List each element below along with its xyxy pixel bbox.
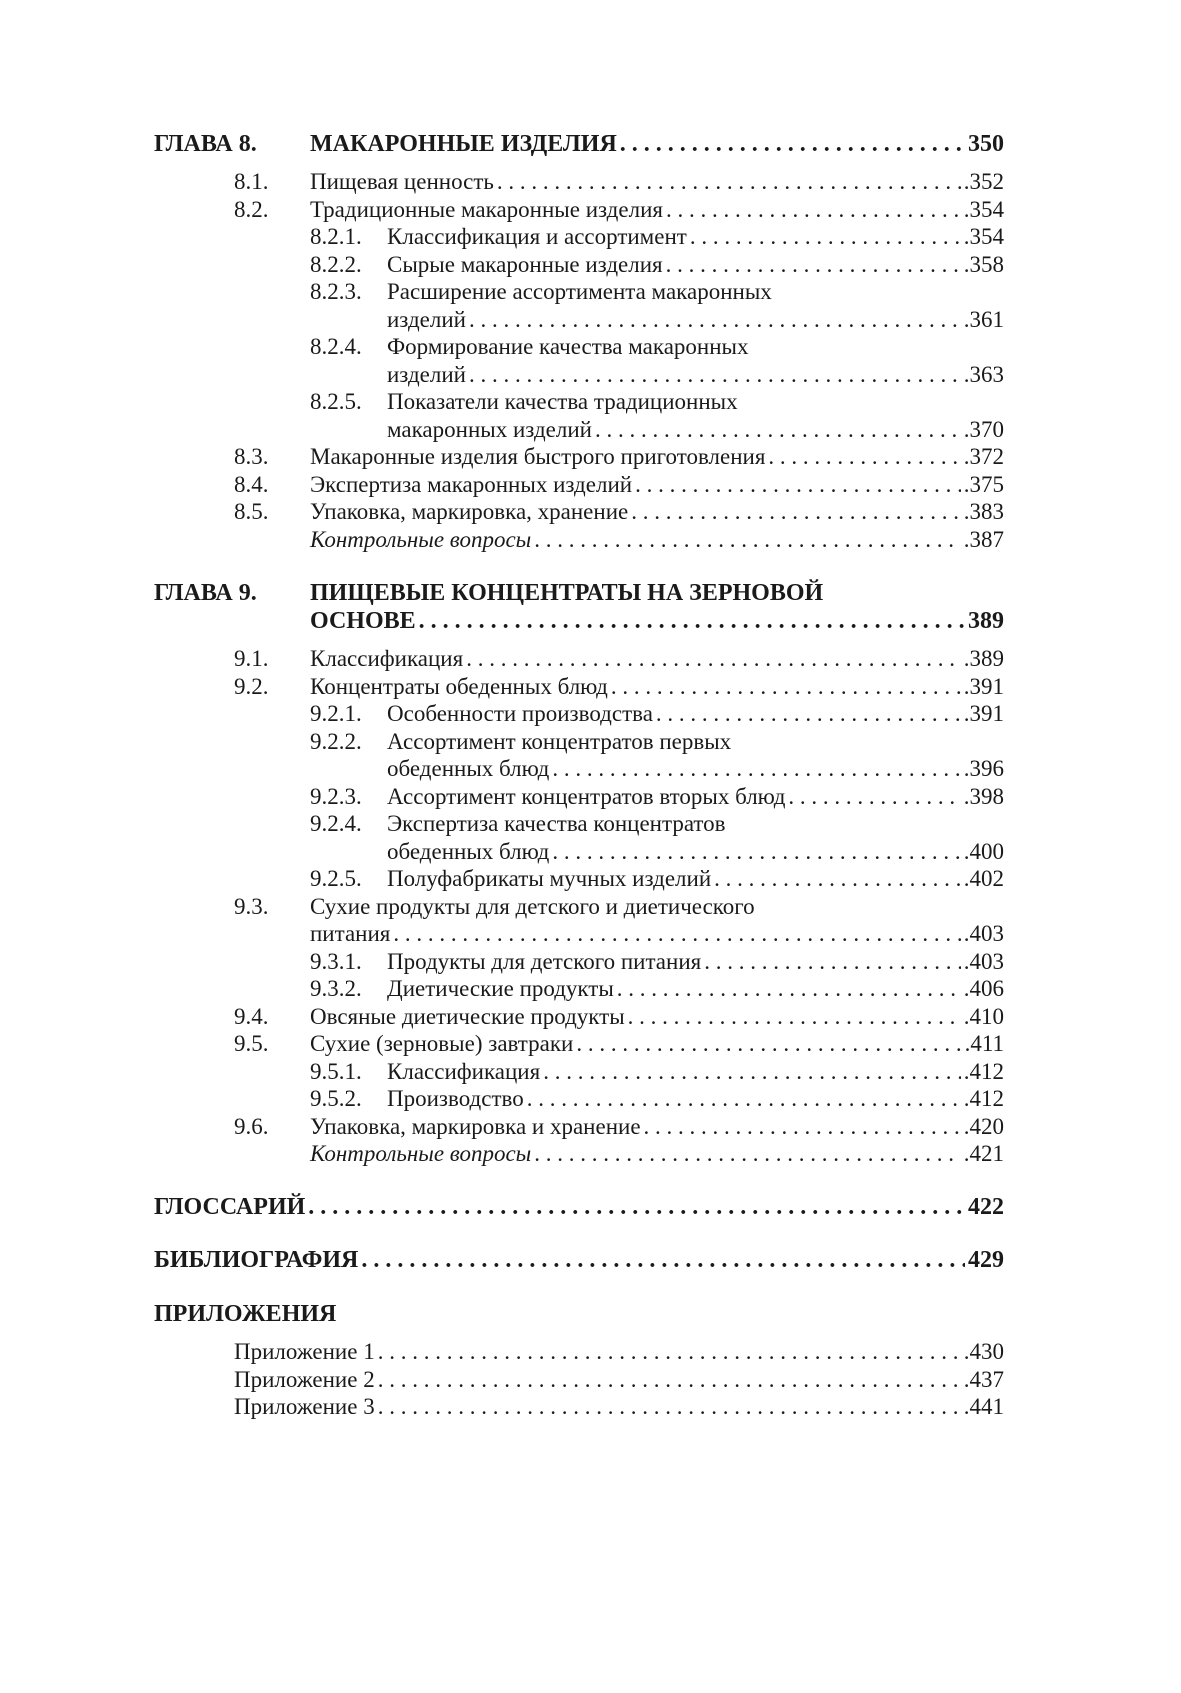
page-number: .406 <box>963 976 1004 1001</box>
toc-entry[interactable] <box>154 728 1004 756</box>
dot-leader <box>656 700 961 728</box>
toc-entry[interactable] <box>154 443 1004 471</box>
dot-leader <box>631 498 961 526</box>
section-title: Полуфабрикаты мучных изделий <box>387 866 712 891</box>
toc-entry-continuation[interactable] <box>154 838 1004 866</box>
section-title: Диетические продукты <box>387 976 614 1001</box>
dot-leader <box>497 168 961 196</box>
dot-leader <box>469 306 961 334</box>
section-title: Упаковка, маркировка, хранение <box>310 499 629 524</box>
dot-leader <box>419 607 965 635</box>
page-number: .403 <box>963 948 1004 974</box>
dot-leader <box>576 1030 961 1058</box>
dot-leader <box>666 251 961 279</box>
section-title: Продукты для детского питания <box>387 948 702 974</box>
dot-leader <box>595 416 961 444</box>
page-number: .372 <box>963 444 1004 469</box>
section-title: Формирование качества макаронных <box>387 334 749 359</box>
section-number: 9.5.2. <box>310 1086 362 1111</box>
toc-entry-continuation[interactable] <box>154 361 1004 389</box>
dot-leader <box>620 130 965 158</box>
appendix-entry[interactable] <box>154 1366 1004 1394</box>
page-number: .391 <box>963 673 1004 699</box>
toc-entry[interactable] <box>154 783 1004 811</box>
section-title-cont: изделий <box>387 361 466 387</box>
toc-entry[interactable] <box>154 948 1004 976</box>
page-number: .375 <box>963 471 1004 497</box>
toc-entry[interactable] <box>154 388 1004 416</box>
section-number: 8.2.2. <box>310 251 362 277</box>
section-title: Экспертиза макаронных изделий <box>310 471 633 497</box>
dot-leader <box>611 673 961 701</box>
section-number: 8.2.4. <box>310 334 362 359</box>
toc-entry[interactable] <box>154 673 1004 701</box>
dot-leader <box>469 361 961 389</box>
toc-entry[interactable] <box>154 333 1004 361</box>
dot-leader <box>788 783 960 811</box>
toc-entry[interactable] <box>154 865 1004 893</box>
section-number: 8.5. <box>234 499 269 524</box>
glossary-title: ГЛОССАРИЙ <box>154 1193 306 1220</box>
toc-entry[interactable] <box>154 196 1004 224</box>
bibliography-entry[interactable] <box>154 1247 1004 1275</box>
section-number: 8.3. <box>234 444 269 469</box>
toc-entry[interactable] <box>154 1085 1004 1113</box>
toc-entry[interactable] <box>154 1003 1004 1031</box>
toc-entry-continuation[interactable] <box>154 920 1004 948</box>
section-number: 9.5. <box>234 1031 269 1056</box>
toc-entry[interactable] <box>154 223 1004 251</box>
section-title: Овсяные диетические продукты <box>310 1003 625 1029</box>
toc-entry-continuation[interactable] <box>154 755 1004 783</box>
toc-entry-review-questions[interactable] <box>154 526 1004 554</box>
dot-leader <box>666 196 961 224</box>
section-title: Концентраты обеденных блюд <box>310 673 608 699</box>
page-number: .354 <box>963 224 1004 249</box>
section-number: 9.3.1. <box>310 948 362 974</box>
toc-entry[interactable] <box>154 251 1004 279</box>
section-title: Показатели качества традиционных <box>387 389 738 414</box>
page-number: .387 <box>963 526 1004 552</box>
page-number: .352 <box>963 169 1004 194</box>
page-number: .391 <box>963 701 1004 726</box>
page-number: .389 <box>963 646 1004 671</box>
dot-leader <box>628 1003 961 1031</box>
section-title: Ассортимент концентратов первых <box>387 728 732 754</box>
toc-entry[interactable] <box>154 1058 1004 1086</box>
section-title-cont: обеденных блюд <box>387 838 550 864</box>
section-title: Макаронные изделия быстрого приготовления <box>310 444 766 469</box>
section-number: 9.2.3. <box>310 783 362 809</box>
section-title: Сухие (зерновые) завтраки <box>310 1031 574 1056</box>
dot-leader <box>527 1085 961 1113</box>
toc-entry[interactable] <box>154 893 1004 921</box>
page-number: 350 <box>968 131 1004 157</box>
section-number: 9.6. <box>234 1113 269 1139</box>
toc-entry[interactable] <box>154 1113 1004 1141</box>
dot-leader <box>552 838 960 866</box>
section-title: Сырые макаронные изделия <box>387 251 663 277</box>
chapter-title: МАКАРОННЫЕ ИЗДЕЛИЯ <box>310 131 617 157</box>
dot-leader <box>308 1194 965 1222</box>
section-number: 8.4. <box>234 471 269 497</box>
chapter-label: ГЛАВА 9. <box>154 580 257 606</box>
appendix-entry[interactable] <box>154 1393 1004 1421</box>
section-number: 9.2.4. <box>310 811 362 836</box>
toc-entry[interactable] <box>154 700 1004 728</box>
section-title: Контрольные вопросы <box>310 1141 532 1166</box>
section-title: Производство <box>387 1086 524 1111</box>
page-number: .437 <box>963 1366 1004 1392</box>
appendices-heading <box>154 1301 1004 1329</box>
dot-leader <box>690 223 961 251</box>
section-title: Экспертиза качества концентратов <box>387 811 726 836</box>
page-number: .361 <box>963 306 1004 332</box>
section-title: Классификация и ассортимент <box>387 224 687 249</box>
page-number: .400 <box>963 838 1004 864</box>
section-title: Ассортимент концентратов вторых блюд <box>387 783 786 809</box>
dot-leader <box>644 1113 961 1141</box>
section-number: 8.2.3. <box>310 279 362 304</box>
section-title-cont: макаронных изделий <box>387 416 592 442</box>
section-title: Упаковка, маркировка и хранение <box>310 1113 641 1139</box>
dot-leader <box>361 1247 965 1275</box>
toc-entry-review-questions[interactable] <box>154 1140 1004 1168</box>
toc-entry[interactable] <box>154 810 1004 838</box>
page-number: 389 <box>968 608 1004 634</box>
section-title-cont: изделий <box>387 306 466 332</box>
appendix-title: Приложение 2 <box>234 1366 375 1392</box>
section-number: 9.1. <box>234 646 269 671</box>
page-number: .430 <box>963 1339 1004 1364</box>
dot-leader <box>378 1366 961 1394</box>
section-title: Классификация <box>310 646 464 671</box>
page-number: .370 <box>963 416 1004 442</box>
section-title-cont: питания <box>310 921 391 946</box>
section-title: Пищевая ценность <box>310 169 494 194</box>
toc-entry[interactable] <box>154 168 1004 196</box>
toc-entry[interactable] <box>154 471 1004 499</box>
chapter-9-heading[interactable] <box>154 579 1004 607</box>
page-number: 422 <box>968 1193 1004 1220</box>
section-number: 9.5.1. <box>310 1058 362 1084</box>
appendix-title: Приложение 1 <box>234 1339 375 1364</box>
page-number: .412 <box>963 1058 1004 1084</box>
toc-entry[interactable] <box>154 645 1004 673</box>
chapter-title: ПИЩЕВЫЕ КОНЦЕНТРАТЫ НА ЗЕРНОВОЙ <box>310 580 824 606</box>
dot-leader <box>635 471 961 499</box>
dot-leader <box>534 1140 960 1168</box>
page-number: .421 <box>963 1141 1004 1166</box>
dot-leader <box>393 920 960 948</box>
section-number: 9.3. <box>234 893 269 919</box>
toc-entry[interactable] <box>154 1030 1004 1058</box>
toc-entry-continuation[interactable] <box>154 416 1004 444</box>
toc-entry[interactable] <box>154 498 1004 526</box>
appendices-title: ПРИЛОЖЕНИЯ <box>154 1300 337 1327</box>
dot-leader <box>714 865 961 893</box>
page-number: .403 <box>963 921 1004 946</box>
page-number: .402 <box>963 866 1004 891</box>
page-number: 429 <box>968 1247 1004 1273</box>
page-number: .412 <box>963 1086 1004 1111</box>
dot-leader <box>617 975 961 1003</box>
section-number: 8.1. <box>234 169 269 194</box>
page-number: .396 <box>963 756 1004 781</box>
toc-entry[interactable] <box>154 278 1004 306</box>
glossary-entry[interactable] <box>154 1194 1004 1222</box>
toc-entry[interactable] <box>154 975 1004 1003</box>
chapter-9-heading-continuation[interactable] <box>154 607 1004 635</box>
dot-leader <box>378 1338 961 1366</box>
section-title: Контрольные вопросы <box>310 526 532 552</box>
appendix-title: Приложение 3 <box>234 1394 375 1419</box>
section-title: Традиционные макаронные изделия <box>310 196 663 222</box>
page-number: .398 <box>963 783 1004 809</box>
chapter-title-cont: ОСНОВЕ <box>310 608 416 634</box>
section-number: 9.2.5. <box>310 866 362 891</box>
section-number: 9.2.1. <box>310 701 362 726</box>
section-number: 8.2.1. <box>310 224 362 249</box>
dot-leader <box>466 645 961 673</box>
section-title: Классификация <box>387 1058 541 1084</box>
page-number: .411 <box>964 1031 1004 1056</box>
section-title: Сухие продукты для детского и диетического <box>310 893 755 919</box>
dot-leader <box>543 1058 961 1086</box>
dot-leader <box>378 1393 961 1421</box>
section-title-cont: обеденных блюд <box>387 756 550 781</box>
section-title: Расширение ассортимента макаронных <box>387 279 772 304</box>
page-number: .363 <box>963 361 1004 387</box>
dot-leader <box>534 526 960 554</box>
chapter-label: ГЛАВА 8. <box>154 131 257 157</box>
section-number: 8.2. <box>234 196 269 222</box>
page-number: .358 <box>963 251 1004 277</box>
toc-entry-continuation[interactable] <box>154 306 1004 334</box>
bibliography-title: БИБЛИОГРАФИЯ <box>154 1247 359 1273</box>
dot-leader <box>768 443 960 471</box>
appendix-entry[interactable] <box>154 1338 1004 1366</box>
section-number: 9.3.2. <box>310 976 362 1001</box>
page-number: .420 <box>963 1113 1004 1139</box>
section-number: 9.4. <box>234 1003 269 1029</box>
page-number: .410 <box>963 1003 1004 1029</box>
page-number: .441 <box>963 1394 1004 1419</box>
page-number: .383 <box>963 499 1004 524</box>
page-number: .354 <box>963 196 1004 222</box>
section-number: 9.2.2. <box>310 728 362 754</box>
dot-leader <box>552 755 960 783</box>
dot-leader <box>704 948 961 976</box>
section-title: Особенности производства <box>387 701 653 726</box>
section-number: 9.2. <box>234 673 269 699</box>
section-number: 8.2.5. <box>310 389 362 414</box>
table-of-contents <box>154 130 1004 1421</box>
chapter-8-heading[interactable] <box>154 130 1004 158</box>
